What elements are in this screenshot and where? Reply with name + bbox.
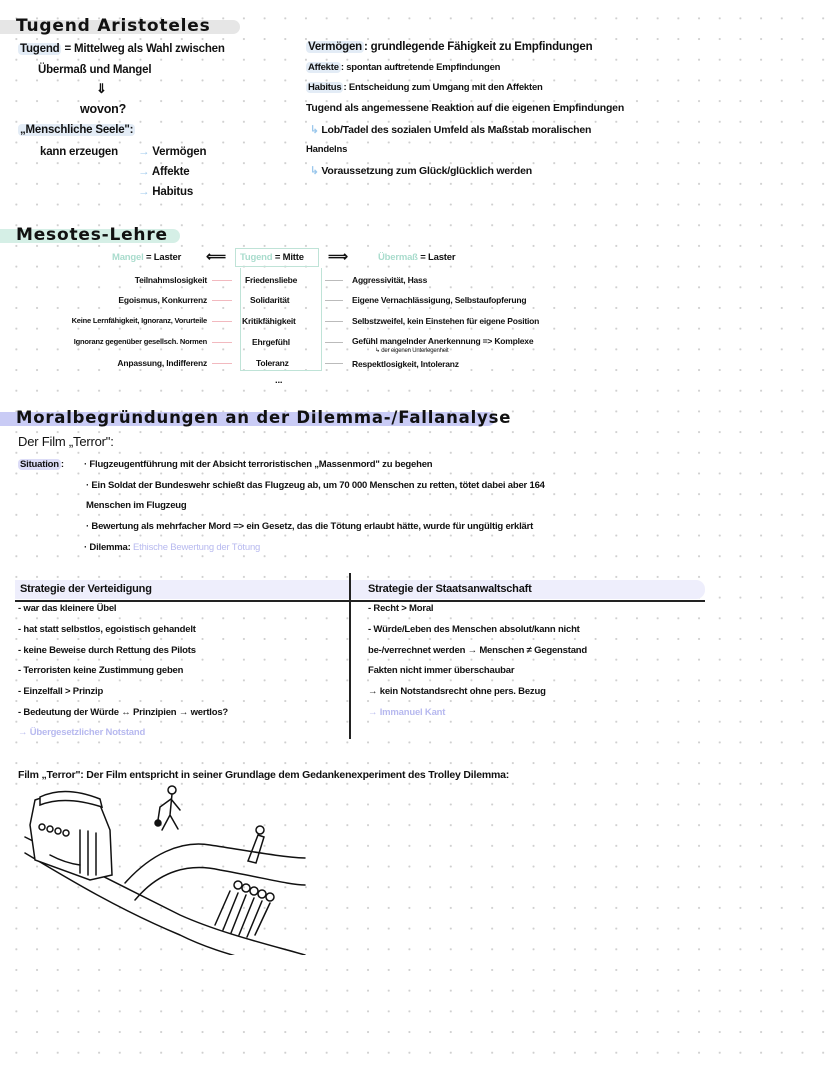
table-cell: be-/verrechnet werden → Menschen ≠ Gegenstand	[368, 645, 587, 656]
table-cell: - Würde/Leben des Menschen absolut/kann nicht	[368, 624, 580, 635]
arrow-left-icon	[212, 300, 232, 301]
table-cell: → kein Notstandsrecht ohne pers. Bezug	[368, 686, 546, 697]
right-line: ↳ Voraussetzung zum Glück/glücklich werden	[310, 165, 532, 177]
table-conclusion: → Immanuel Kant	[368, 707, 446, 718]
table-cell: Fakten nicht immer überschaubar	[368, 665, 515, 676]
dilemma-line: · Dilemma: Ethische Bewertung der Tötung	[84, 542, 261, 553]
right-line: Affekte : spontan auftretende Empfindungen	[308, 62, 501, 73]
produces-label: kann erzeugen	[40, 146, 118, 158]
arrow-left-icon	[212, 280, 232, 281]
section-title-moral: Moralbegründungen an der Dilemma-/Fallanalyse	[16, 408, 512, 427]
arrow-icon: →	[138, 166, 152, 178]
single-person-icon	[248, 826, 264, 863]
arrow-left-icon	[212, 321, 232, 322]
situation-line: · Bewertung als mehrfacher Mord => ein Gesetz, das die Tötung erlaubt hätte, wurde für ungültig erklärt	[86, 521, 534, 532]
trolley-icon	[30, 791, 112, 880]
table-cell: - Recht > Moral	[368, 603, 434, 614]
table-cell: - Terroristen keine Zustimmung geben	[18, 665, 184, 676]
right-line: ↳ Lob/Tadel des sozialen Umfeld als Maßstab moralischen	[310, 124, 592, 136]
table-divider	[349, 573, 351, 739]
tugend-cell: Ehrgefühl	[252, 337, 290, 347]
term-tugend: Tugend	[20, 43, 60, 55]
right-line: Vermögen : grundlegende Fähigkeit zu Empfindungen	[308, 41, 593, 53]
arrow-icon: →	[138, 146, 153, 158]
tugend-cell: Toleranz	[256, 358, 289, 368]
ellipsis: ...	[275, 375, 283, 386]
soul-item: → Habitus	[138, 186, 194, 198]
uebermass-cell: Respektlosigkeit, Intoleranz	[352, 359, 459, 369]
table-cell: - Bedeutung der Würde ↔ Prinzipien → wertlos?	[18, 707, 229, 718]
definition-cont: Übermaß und Mangel	[38, 64, 152, 76]
arrow-left-icon	[212, 342, 232, 343]
soul-item: → Affekte	[138, 166, 190, 178]
arrow-right-icon	[325, 342, 343, 343]
situation-line: · Ein Soldat der Bundeswehr schießt das Flugzeug ab, um 70 000 Menschen zu retten, tötet dabei aber 164	[86, 480, 545, 491]
trolley-dilemma-drawing	[20, 785, 320, 955]
table-header-line	[15, 600, 705, 602]
section-title-tugend: Tugend Aristoteles	[16, 16, 211, 36]
arrow-right-icon	[325, 300, 343, 301]
table-cell: - hat statt selbstlos, egoistisch gehandelt	[18, 624, 196, 635]
soul-item: → Vermögen	[138, 146, 207, 158]
table-cell: - Einzelfall > Prinzip	[18, 686, 104, 697]
table-cell: - keine Beweise durch Rettung des Pilots	[18, 645, 196, 656]
mangel-cell: Teilnahmslosigkeit	[134, 275, 207, 285]
definition-line	[18, 42, 225, 56]
mangel-cell: Egoismus, Konkurrenz	[118, 295, 207, 305]
arrow-right-icon: ⟹	[328, 248, 348, 264]
arrow-left-icon: ⟸	[206, 248, 226, 264]
situation-line: · Flugzeugentführung mit der Absicht terroristischen „Massenmord" zu begehen	[84, 459, 433, 470]
group-of-people-icon	[215, 881, 274, 937]
mangel-cell: Ignoranz gegenüber gesellsch. Normen	[73, 337, 207, 346]
section-title-mesotes: Mesotes-Lehre	[16, 225, 168, 245]
note: ↳ der eigenen Unterlegenheit	[375, 348, 449, 354]
right-line: Tugend als angemessene Reaktion auf die eigenen Empfindungen	[306, 102, 625, 114]
header-uebermass: Übermaß = Laster	[378, 252, 456, 263]
uebermass-cell: Eigene Vernachlässigung, Selbstaufopferung	[352, 295, 527, 305]
lever-person-icon	[155, 786, 180, 830]
uebermass-cell: Selbstzweifel, kein Einstehen für eigene Position	[352, 316, 540, 326]
right-header: Strategie der Staatsanwaltschaft	[368, 583, 532, 595]
tugend-cell: Solidarität	[250, 295, 290, 305]
soul-label	[18, 123, 135, 137]
left-header: Strategie der Verteidigung	[20, 583, 152, 595]
tugend-cell: Kritikfähigkeit	[242, 316, 296, 326]
tugend-cell: Friedensliebe	[245, 275, 298, 285]
down-arrow-icon: ⇓	[96, 81, 107, 96]
arrow-right-icon	[325, 363, 343, 364]
uebermass-cell: Gefühl mangelnder Anerkennung => Komplexe	[352, 336, 534, 346]
mangel-cell: Keine Lernfähigkeit, Ignoranz, Vorurteile	[71, 316, 207, 325]
right-line: Handelns	[306, 144, 348, 155]
header-mangel: Mangel = Laster	[112, 252, 182, 263]
arrow-right-icon	[325, 280, 343, 281]
arrow-left-icon	[212, 363, 232, 364]
uebermass-cell: Aggressivität, Hass	[352, 275, 428, 285]
film-intro: Der Film „Terror":	[18, 434, 114, 449]
arrow-icon: →	[138, 186, 153, 198]
tugend-column-bracket	[240, 268, 322, 371]
situation-label: Situation :	[20, 459, 64, 470]
right-line: Habitus : Entscheidung zum Umgang mit den Affekten	[308, 82, 543, 93]
header-tugend: Tugend = Mitte	[240, 252, 304, 263]
definition-text: = Mittelweg als Wahl zwischen	[61, 43, 225, 55]
table-cell: - war das kleinere Übel	[18, 603, 117, 614]
situation-line: Menschen im Flugzeug	[86, 500, 187, 511]
question: wovon?	[80, 102, 127, 116]
arrow-right-icon	[325, 321, 343, 322]
table-conclusion: → Übergesetzlicher Notstand	[18, 727, 146, 738]
mangel-cell: Anpassung, Indifferenz	[117, 358, 207, 368]
soul-term: „Menschliche Seele":	[20, 124, 134, 136]
trolley-text: Film „Terror": Der Film entspricht in seiner Grundlage dem Gedankenexperiment des Trolley Dilemma:	[18, 769, 510, 781]
